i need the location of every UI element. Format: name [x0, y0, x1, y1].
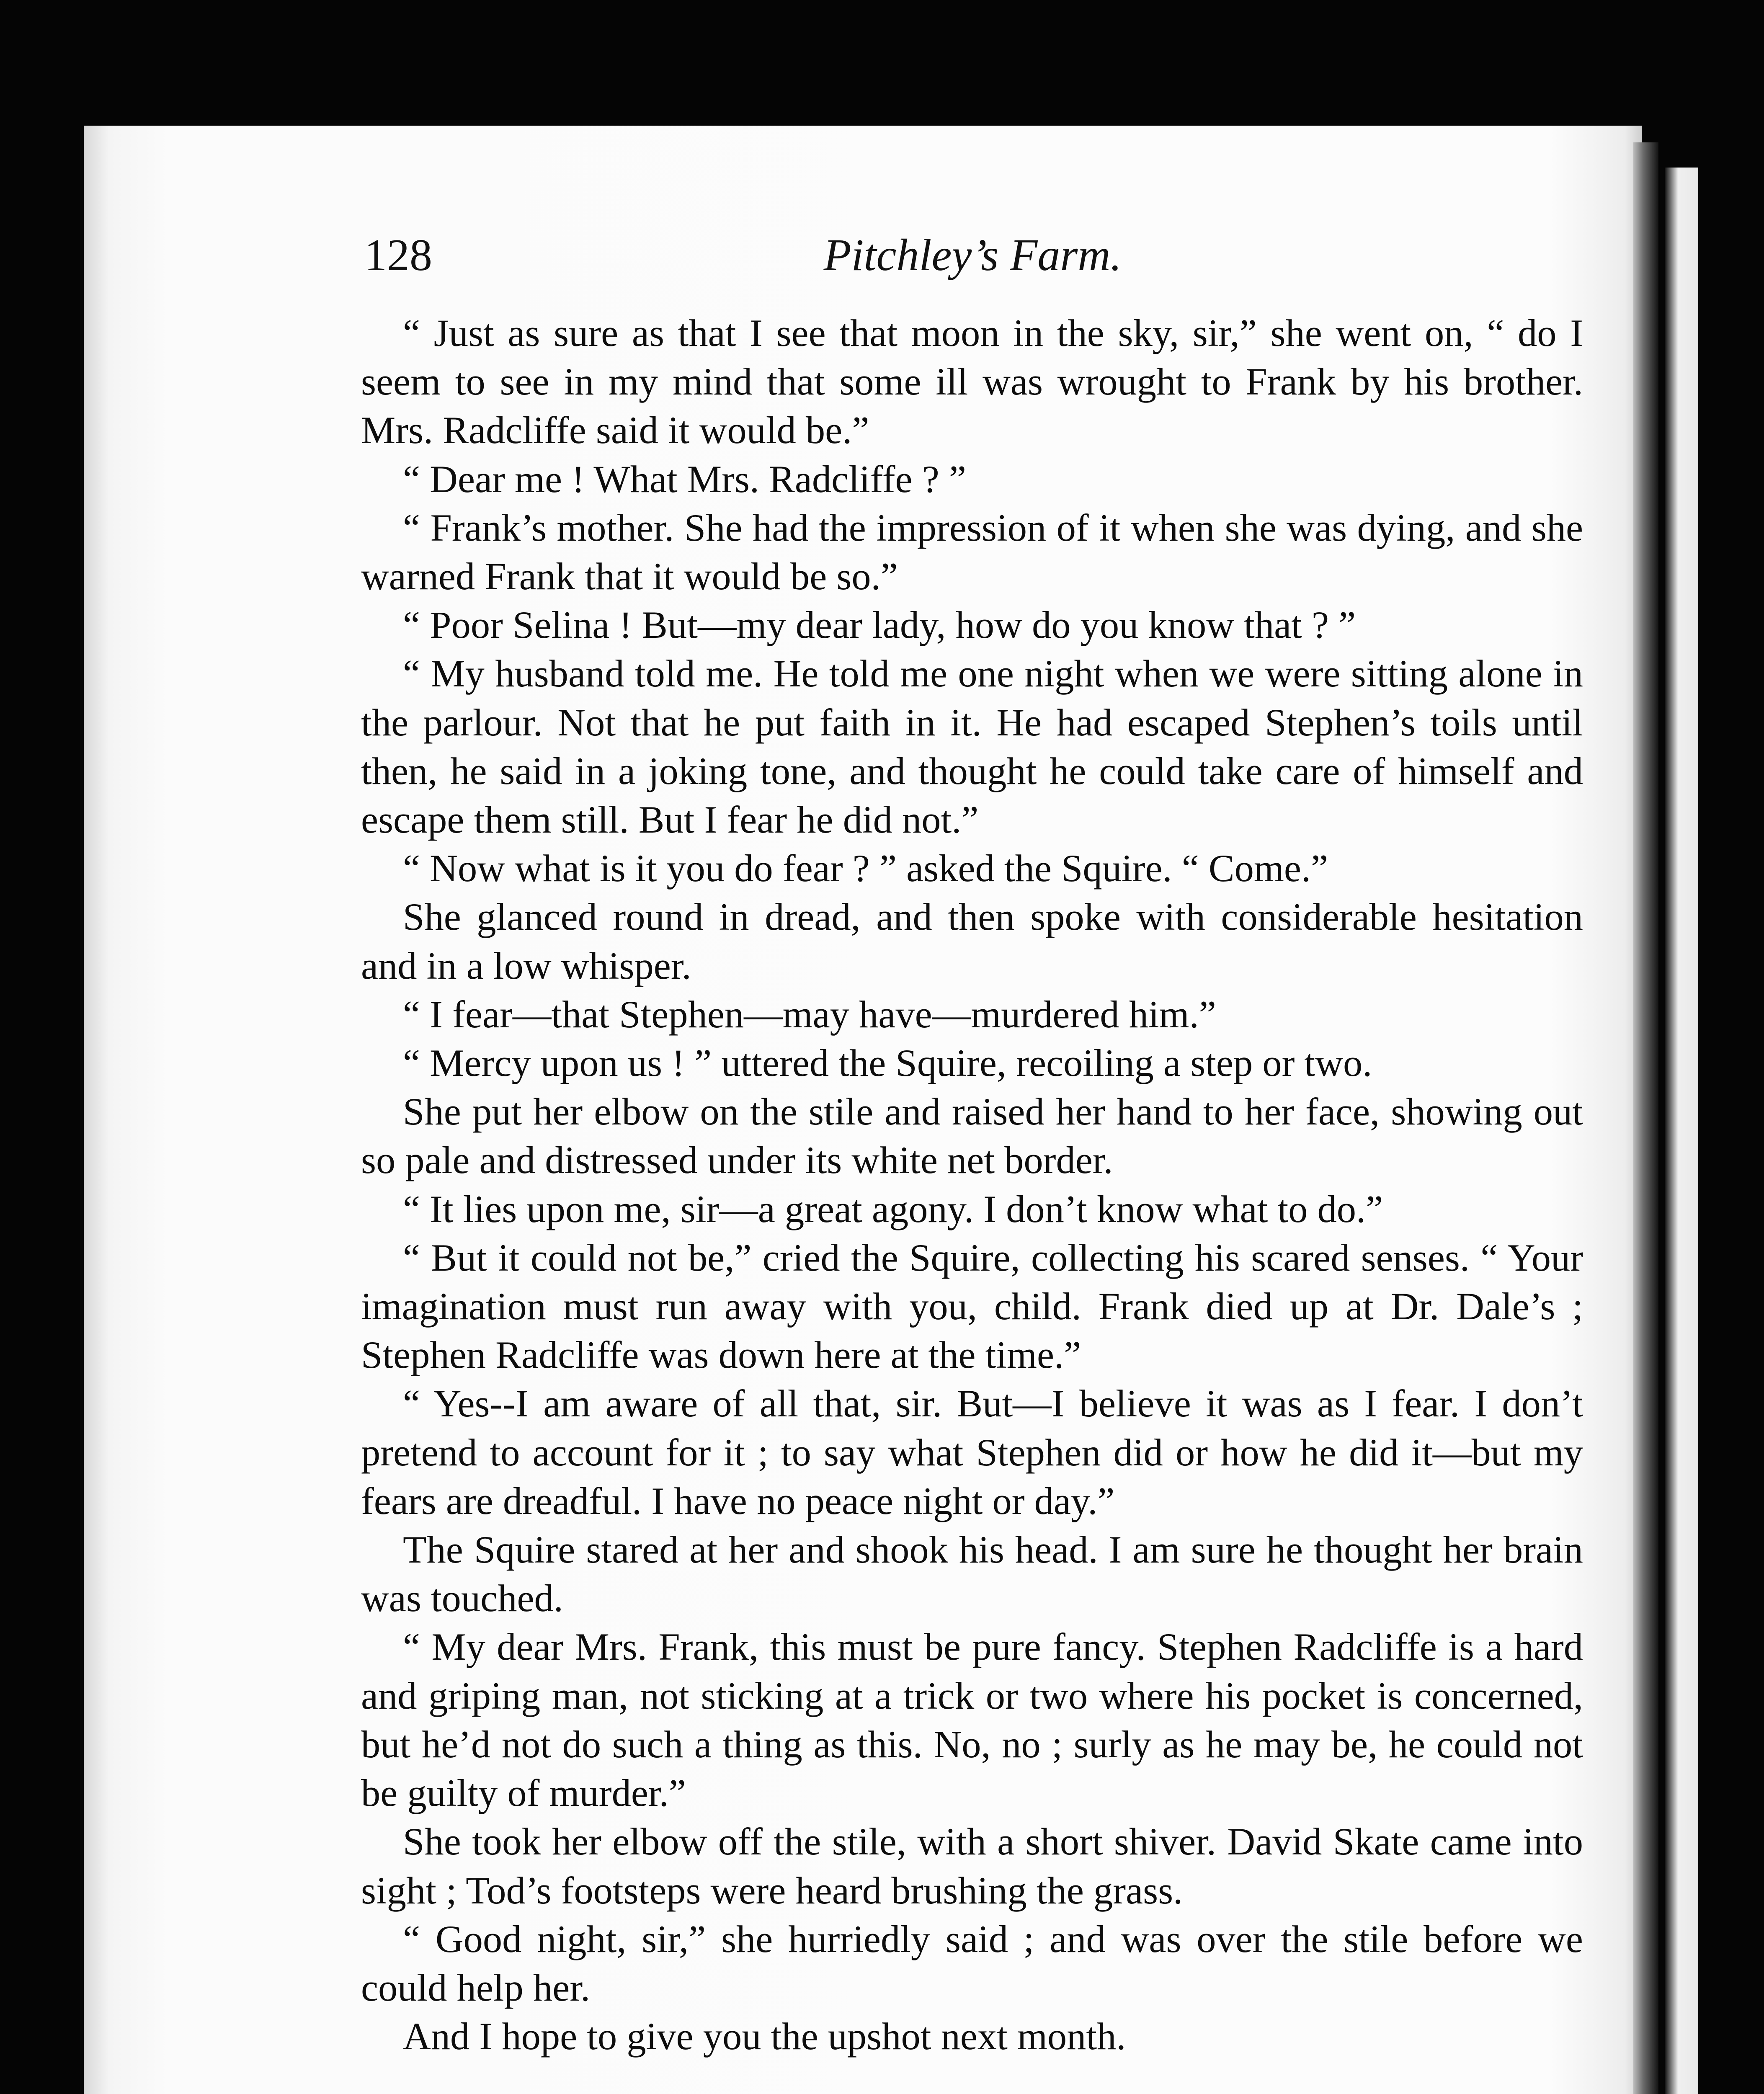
paragraph: She put her elbow on the stile and raised her hand to her face, showing out so pale and distressed under its white net border. — [361, 1091, 1583, 1182]
paragraph: “ Now what is it you do fear ? ” asked the Squire. “ Come.” — [403, 847, 1328, 890]
paragraph: “ But it could not be,” cried the Squire, collecting his scared senses. “ Your imagination must run away with you, child. Frank died up at Dr. Dale’s ; Stephen Radcliffe was down here at the time.” — [361, 1236, 1583, 1377]
page-header — [364, 230, 1581, 292]
paragraph: “ Yes--I am aware of all that, sir. But—I believe it was as I fear. I don’t pretend to account for it ; to say what Stephen did or how he did it—but my fears are dreadful. I have no peace night or day.” — [361, 1382, 1583, 1523]
paragraph: “ Poor Selina ! But—my dear lady, how do you know that ? ” — [403, 604, 1356, 647]
paragraph: “ It lies upon me, sir—a great agony. I don’t know what to do.” — [403, 1188, 1383, 1231]
paragraph: And I hope to give you the upshot next month. — [403, 2015, 1126, 2058]
page-number: 128 — [364, 230, 432, 280]
paragraph: “ Dear me ! What Mrs. Radcliffe ? ” — [403, 458, 966, 501]
paragraph: “ Good night, sir,” she hurriedly said ; and was over the stile before we could help her. — [361, 1918, 1583, 2009]
paragraph: She took her elbow off the stile, with a short shiver. David Skate came into sight ; Tod’s footsteps were heard brushing the grass. — [361, 1821, 1583, 1912]
body-text — [361, 309, 1583, 2061]
paragraph: “ My husband told me. He told me one night when we were sitting alone in the parlour. Not that he put faith in it. He had escaped Stephen’s toils until then, he said in a joking tone, and thought he could take care of himself and escape them still. But I fear he did not.” — [361, 652, 1583, 842]
page-gutter-shadow — [1633, 142, 1658, 2094]
facing-page-edge — [1665, 168, 1698, 2094]
running-title: Pitchley’s Farm. — [823, 230, 1122, 280]
paragraph: “ Frank’s mother. She had the impression of it when she was dying, and she warned Frank that it would be so.” — [361, 506, 1583, 598]
paragraph: “ I fear—that Stephen—may have—murdered him.” — [403, 993, 1216, 1036]
paragraph: “ My dear Mrs. Frank, this must be pure fancy. Stephen Radcliffe is a hard and griping man, not sticking at a trick or two where his pocket is concerned, but he’d not do such a thing as this. No, no ; surly as he may be, he could not be guilty of murder.” — [361, 1626, 1583, 1815]
paragraph: She glanced round in dread, and then spoke with considerable hesitation and in a low whisper. — [361, 896, 1583, 988]
paragraph: The Squire stared at her and shook his head. I am sure he thought her brain was touched. — [361, 1529, 1583, 1620]
paragraph: “ Just as sure as that I see that moon in the sky, sir,” she went on, “ do I seem to see in my mind that some ill was wrought to Frank by his brother. Mrs. Radcliffe said it would be.” — [361, 312, 1583, 452]
paragraph: “ Mercy upon us ! ” uttered the Squire, recoiling a step or two. — [403, 1042, 1372, 1085]
